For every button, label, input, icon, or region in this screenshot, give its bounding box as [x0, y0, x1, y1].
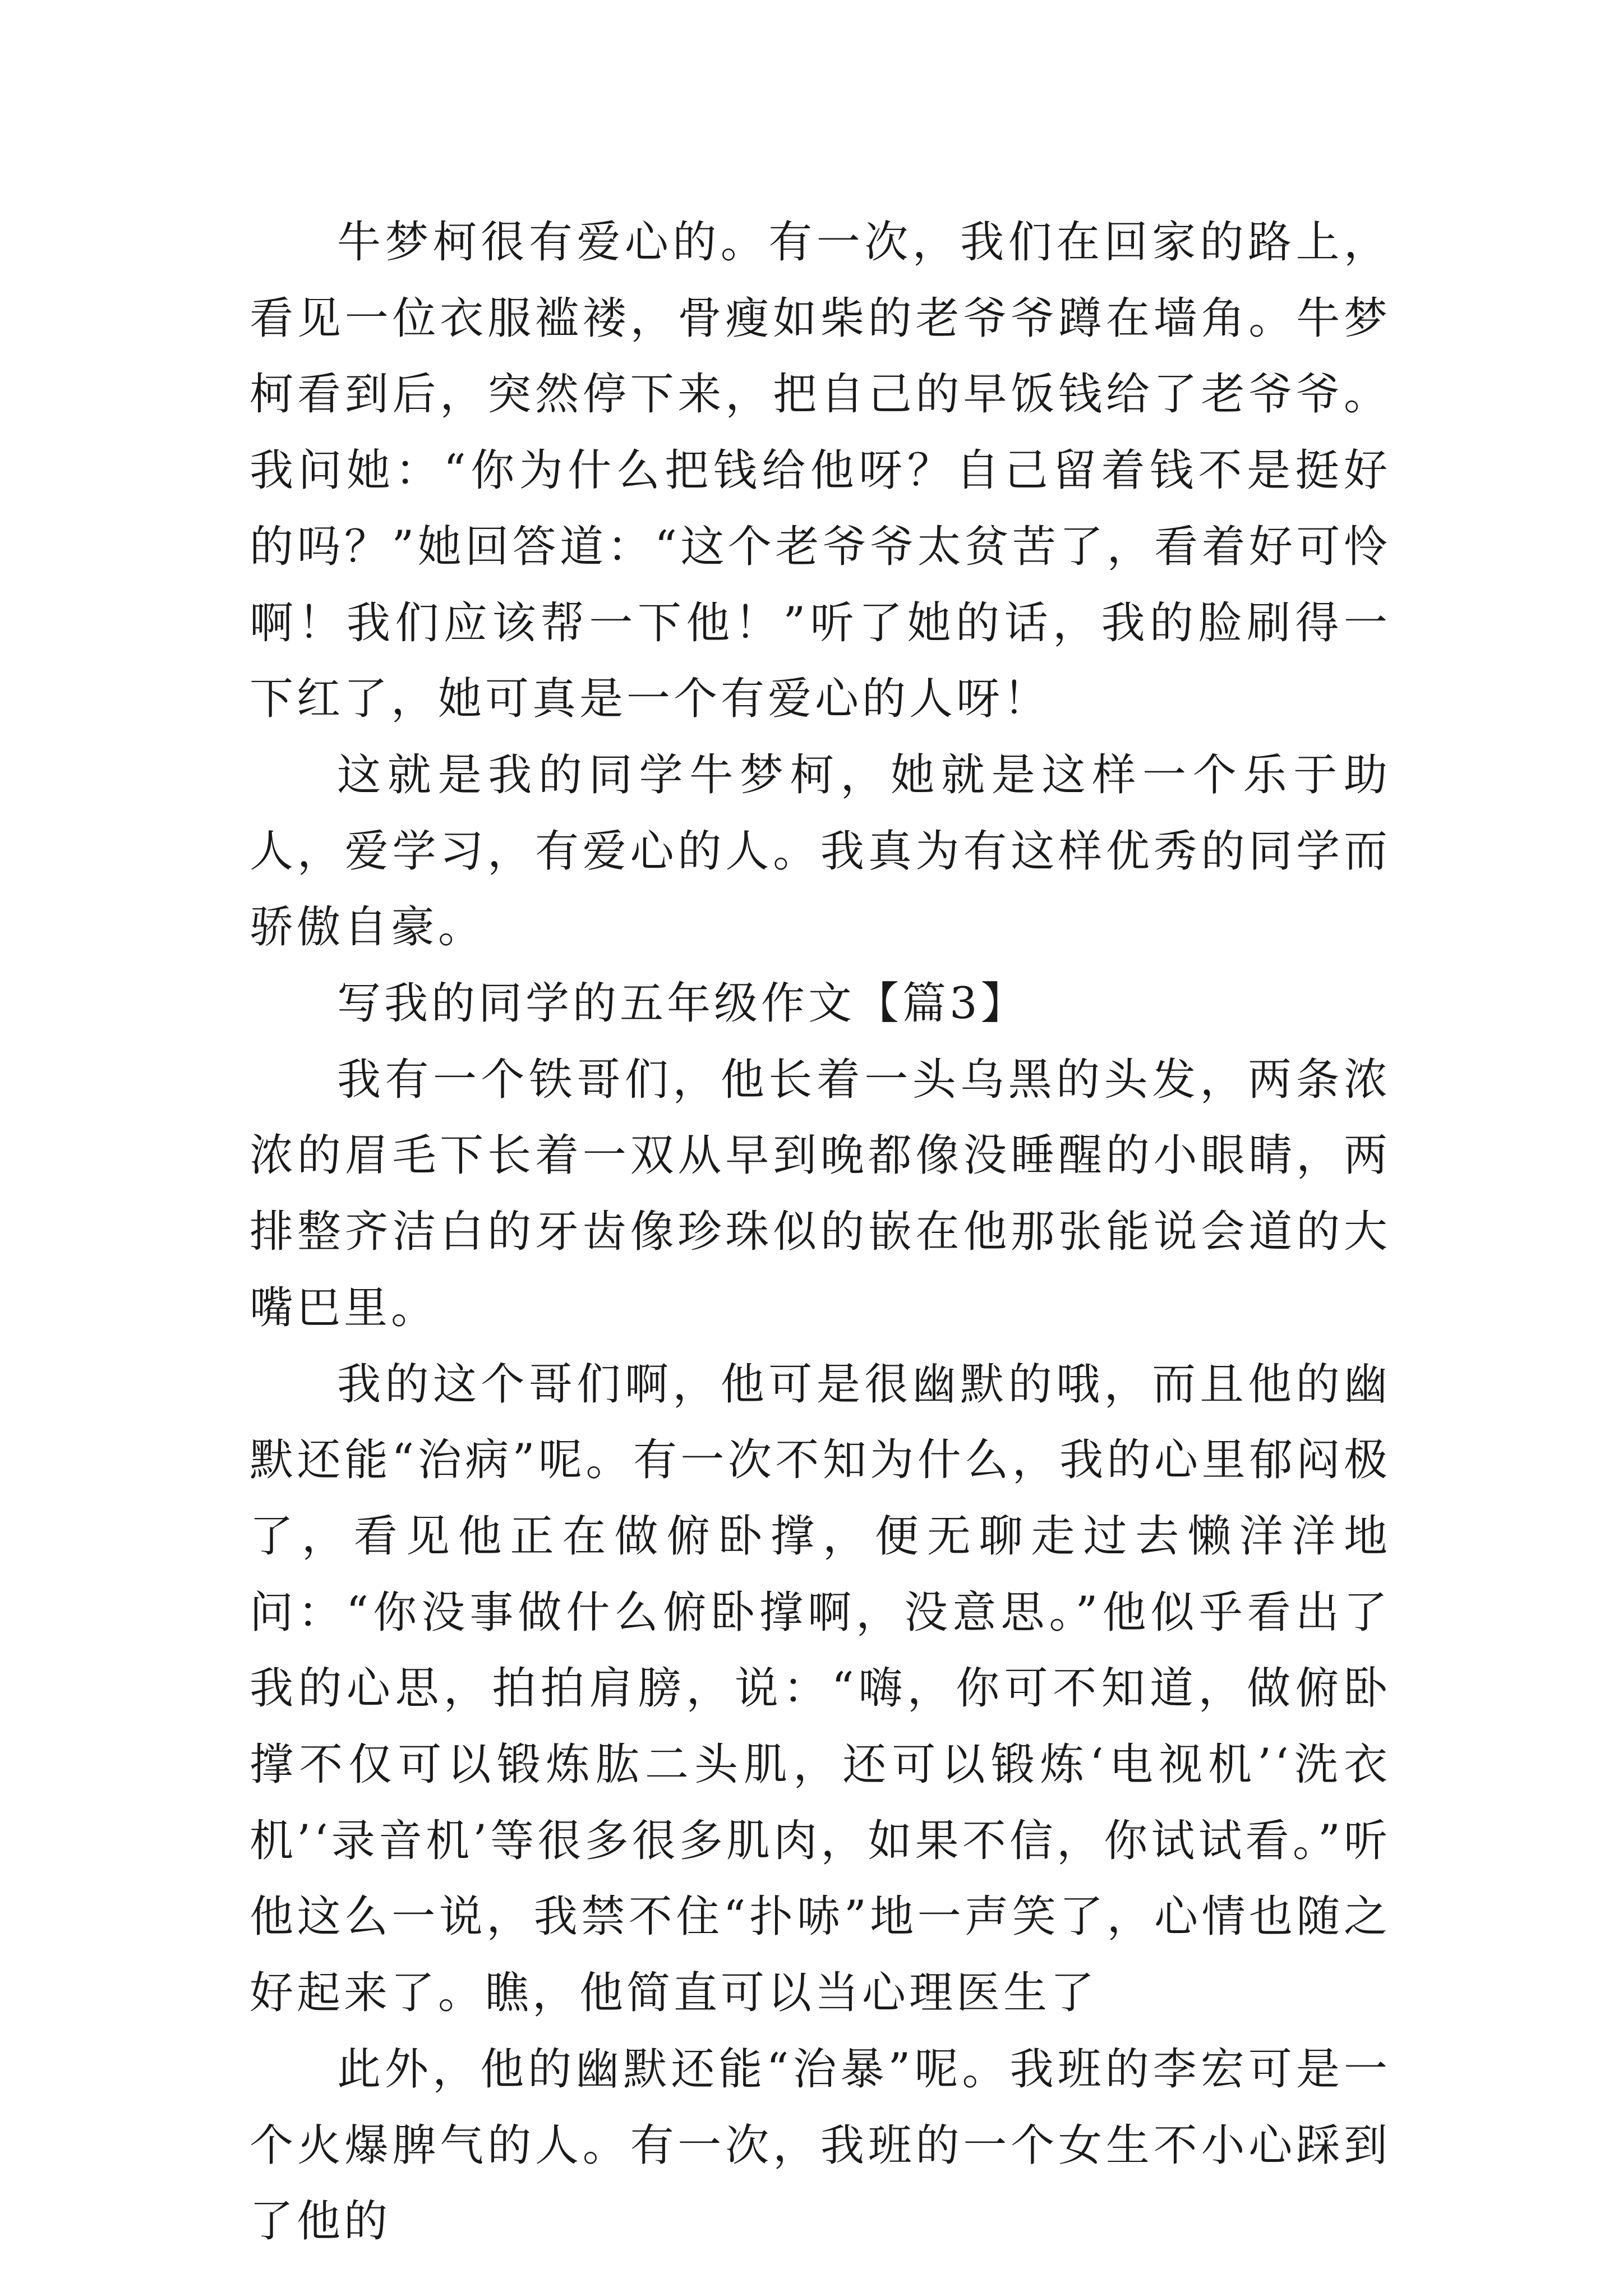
paragraph-5: 此外，他的幽默还能“治暴”呢。我班的李宏可是一个火爆脾气的人。有一次，我班的一个女生不小心踩到了他的 — [250, 2044, 1391, 2247]
paragraph-3: 我有一个铁哥们，他长着一头乌黑的头发，两条浓浓的眉毛下长着一双从早到晚都像没睡醒的小眼睛，两排整齐洁白的牙齿像珍珠似的嵌在他那张能说会道的大嘴巴里。 — [250, 1054, 1391, 1333]
paragraph-1: 牛梦柯很有爱心的。有一次，我们在回家的路上，看见一位衣服褴褛，骨瘦如柴的老爷爷蹲在墙角。牛梦柯看到后，突然停下来，把自己的早饭钱给了老爷爷。我问她：“你为什么把钱给他呀？自己留着钱不是挺好的吗？”她回答道：“这个老爷爷太贫苦了，看着好可怜啊！我们应该帮一下他！”听了她的话，我的脸刷得一下红了，她可真是一个有爱心的人呀！ — [250, 217, 1391, 725]
paragraph-2: 这就是我的同学牛梦柯，她就是这样一个乐于助人，爱学习，有爱心的人。我真为有这样优秀的同学而骄傲自豪。 — [250, 749, 1391, 953]
paragraph-4: 我的这个哥们啊，他可是很幽默的哦，而且他的幽默还能“治病”呢。有一次不知为什么，我的心里郁闷极了，看见他正在做俯卧撑，便无聊走过去懒洋洋地问：“你没事做什么俯卧撑啊，没意思。”他似乎看出了我的心思，拍拍肩膀，说：“嗨，你可不知道，做俯卧撑不仅可以锻炼肱二头肌，还可以锻炼‘电视机’‘洗衣机’‘录音机’等很多很多肌肉，如果不信，你试试看。”听他这么一说，我禁不住“扑哧”地一声笑了，心情也随之好起来了。瞧，他简直可以当心理医生了 — [250, 1359, 1391, 2019]
section-heading: 写我的同学的五年级作文【篇3】 — [337, 978, 1028, 1029]
document-body — [250, 205, 1391, 2260]
